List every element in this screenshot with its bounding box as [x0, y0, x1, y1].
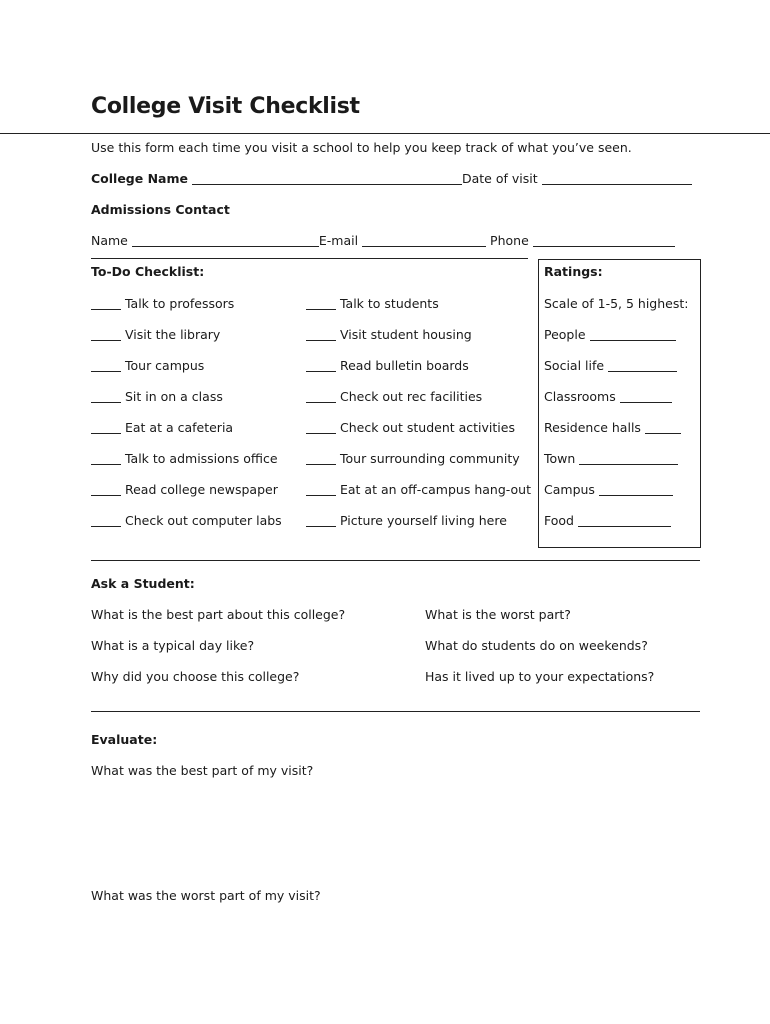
- phone-field[interactable]: [533, 234, 675, 247]
- rating-label: Food: [544, 513, 574, 528]
- todo-item: [91, 451, 278, 467]
- section-divider: [91, 711, 700, 712]
- intro-text: Use this form each time you visit a school to help you keep track of what you’ve seen.: [91, 140, 632, 155]
- contact-row: [91, 233, 675, 249]
- todo-checkbox-blank[interactable]: [306, 328, 336, 341]
- title-divider: [0, 133, 770, 134]
- rating-label: Campus: [544, 482, 595, 497]
- evaluate-question-worst: What was the worst part of my visit?: [91, 888, 321, 903]
- ratings-scale: Scale of 1-5, 5 highest:: [544, 296, 689, 311]
- rating-item: [544, 482, 673, 498]
- rating-field[interactable]: [578, 514, 671, 527]
- todo-checkbox-blank[interactable]: [306, 359, 336, 372]
- todo-item-label: Picture yourself living here: [339, 513, 507, 528]
- todo-item-label: Talk to students: [339, 296, 439, 311]
- todo-item: [91, 358, 204, 374]
- todo-item: [306, 451, 520, 467]
- todo-item-label: Check out student activities: [339, 420, 515, 435]
- rating-field[interactable]: [608, 359, 677, 372]
- rating-item: [544, 327, 676, 343]
- todo-item: [91, 513, 282, 529]
- rating-label: People: [544, 327, 586, 342]
- rating-item: [544, 513, 671, 529]
- todo-item-label: Eat at an off-campus hang-out: [339, 482, 531, 497]
- todo-item: [306, 389, 482, 405]
- rating-item: [544, 358, 677, 374]
- todo-item: [306, 296, 439, 312]
- todo-item-label: Sit in on a class: [124, 389, 223, 404]
- todo-item: [91, 482, 278, 498]
- contact-divider: [91, 258, 528, 259]
- name-label: Name: [91, 233, 128, 248]
- name-field[interactable]: [132, 234, 319, 247]
- todo-item-label: Visit the library: [124, 327, 221, 342]
- todo-item-label: Tour surrounding community: [339, 451, 520, 466]
- rating-item: [544, 389, 672, 405]
- rating-label: Town: [544, 451, 576, 466]
- rating-item: [544, 420, 681, 436]
- email-field[interactable]: [362, 234, 486, 247]
- todo-checkbox-blank[interactable]: [91, 483, 121, 496]
- ask-question: Why did you choose this college?: [91, 669, 300, 684]
- todo-checkbox-blank[interactable]: [306, 483, 336, 496]
- section-divider: [91, 560, 700, 561]
- todo-checkbox-blank[interactable]: [91, 452, 121, 465]
- todo-item-label: Read college newspaper: [124, 482, 278, 497]
- todo-item: [91, 420, 233, 436]
- todo-item: [91, 296, 234, 312]
- ask-question: What is the worst part?: [425, 607, 571, 622]
- date-of-visit-label: Date of visit: [461, 171, 538, 186]
- todo-item: [91, 327, 220, 343]
- todo-item-label: Check out computer labs: [124, 513, 282, 528]
- todo-item: [91, 389, 223, 405]
- ask-heading: Ask a Student:: [91, 576, 195, 591]
- evaluate-heading: Evaluate:: [91, 732, 158, 747]
- college-name-row: [91, 171, 692, 187]
- rating-label: Classrooms: [544, 389, 616, 404]
- todo-checkbox-blank[interactable]: [91, 359, 121, 372]
- ask-question: What is the best part about this college?: [91, 607, 346, 622]
- todo-checkbox-blank[interactable]: [306, 421, 336, 434]
- page-title: College Visit Checklist: [91, 94, 360, 119]
- date-of-visit-field[interactable]: [542, 172, 692, 185]
- todo-checkbox-blank[interactable]: [91, 297, 121, 310]
- todo-item-label: Visit student housing: [339, 327, 472, 342]
- todo-checkbox-blank[interactable]: [91, 421, 121, 434]
- todo-item: [306, 358, 469, 374]
- todo-checkbox-blank[interactable]: [306, 297, 336, 310]
- todo-checkbox-blank[interactable]: [306, 390, 336, 403]
- ask-question: What do students do on weekends?: [425, 638, 648, 653]
- todo-item-label: Talk to admissions office: [124, 451, 278, 466]
- todo-item: [306, 420, 515, 436]
- todo-item-label: Talk to professors: [124, 296, 235, 311]
- rating-field[interactable]: [590, 328, 676, 341]
- rating-label: Residence halls: [544, 420, 641, 435]
- phone-label: Phone: [490, 233, 529, 248]
- todo-item-label: Eat at a cafeteria: [124, 420, 234, 435]
- todo-heading: To-Do Checklist:: [91, 264, 205, 279]
- email-label: E-mail: [318, 233, 359, 248]
- todo-checkbox-blank[interactable]: [91, 390, 121, 403]
- todo-checkbox-blank[interactable]: [306, 514, 336, 527]
- todo-item-label: Tour campus: [124, 358, 205, 373]
- admissions-contact-label: Admissions Contact: [91, 202, 230, 217]
- todo-checkbox-blank[interactable]: [91, 514, 121, 527]
- college-name-field[interactable]: [192, 172, 462, 185]
- todo-item-label: Read bulletin boards: [339, 358, 469, 373]
- todo-checkbox-blank[interactable]: [91, 328, 121, 341]
- college-name-label: College Name: [91, 171, 188, 186]
- rating-field[interactable]: [579, 452, 678, 465]
- rating-field[interactable]: [620, 390, 672, 403]
- ask-question: Has it lived up to your expectations?: [425, 669, 655, 684]
- rating-item: [544, 451, 678, 467]
- rating-field[interactable]: [645, 421, 681, 434]
- ask-question: What is a typical day like?: [91, 638, 255, 653]
- todo-item-label: Check out rec facilities: [339, 389, 483, 404]
- todo-item: [306, 327, 472, 343]
- ratings-heading: Ratings:: [544, 264, 603, 279]
- todo-item: [306, 482, 531, 498]
- rating-field[interactable]: [599, 483, 673, 496]
- rating-label: Social life: [544, 358, 605, 373]
- evaluate-question-best: What was the best part of my visit?: [91, 763, 314, 778]
- todo-item: [306, 513, 507, 529]
- todo-checkbox-blank[interactable]: [306, 452, 336, 465]
